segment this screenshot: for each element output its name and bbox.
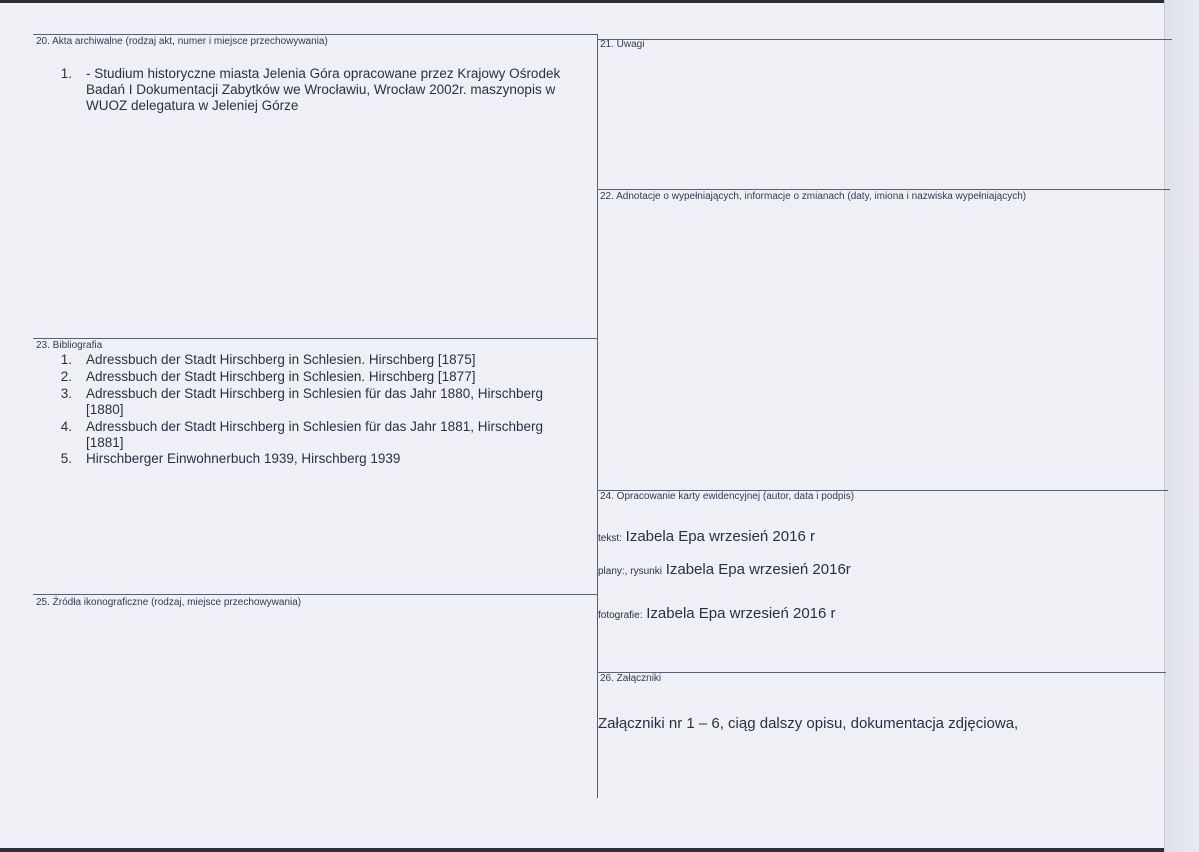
- line-21-top: [598, 39, 1172, 40]
- fotografie-value: Izabela Epa wrzesień 2016 r: [646, 605, 836, 622]
- scan-edge-top: [0, 0, 1199, 3]
- item-text: - Studium historyczne miasta Jelenia Góra opracowane przez Krajowy Ośrodek Badań I Dokumentacji Zabytków we Wrocławiu, Wrocław 2002r. maszynopis w WUOZ delegatura w Jeleniej Górze: [86, 66, 561, 113]
- item-number: 1.: [60, 352, 72, 367]
- tekst-value: Izabela Epa wrzesień 2016 r: [625, 528, 815, 545]
- item-number: 4.: [60, 419, 72, 434]
- line-25-top: [33, 594, 598, 595]
- section-21-label: 21. Uwagi: [600, 39, 645, 50]
- item-text: Adressbuch der Stadt Hirschberg in Schlesien. Hirschberg [1877]: [86, 369, 476, 384]
- bibliography-item: [50, 419, 590, 451]
- bibliography-item: [50, 451, 590, 467]
- section-24-label: 24. Opracowanie karty ewidencyjnej (autor, data i podpis): [600, 491, 855, 502]
- item-number: 1.: [60, 66, 72, 81]
- plany-prefix: plany:, rysunki: [598, 566, 662, 577]
- section-23-label: 23. Bibliografia: [36, 340, 103, 351]
- item-number: 3.: [60, 386, 72, 401]
- item-text: Hirschberger Einwohnerbuch 1939, Hirschberg 1939: [86, 451, 401, 466]
- item-number: 2.: [60, 369, 72, 384]
- line-20-top: [33, 34, 598, 35]
- plany-value: Izabela Epa wrzesień 2016r: [665, 561, 851, 578]
- bibliography-item: [50, 352, 590, 368]
- section-26-label: 26. Załączniki: [600, 673, 662, 684]
- item-text: Adressbuch der Stadt Hirschberg in Schlesien. Hirschberg [1875]: [86, 352, 476, 367]
- line-23-top: [33, 338, 598, 339]
- section-22-label: 22. Adnotacje o wypełniających, informacje o zmianach (daty, imiona i nazwiska wypełniających): [600, 191, 1027, 202]
- fotografie-line: [598, 606, 836, 624]
- scan-edge-bottom: [0, 848, 1199, 852]
- center-divider: [597, 34, 598, 798]
- bibliography-item: [50, 386, 590, 418]
- line-26-top: [598, 672, 1166, 673]
- item-text: Adressbuch der Stadt Hirschberg in Schlesien für das Jahr 1880, Hirschberg [1880]: [86, 386, 543, 417]
- section-20-label: 20. Akta archiwalne (rodzaj akt, numer i miejsce przechowywania): [36, 36, 328, 47]
- bibliography-item: [50, 369, 590, 385]
- item-number: 5.: [60, 451, 72, 466]
- tekst-prefix: tekst:: [598, 533, 622, 544]
- tekst-line: [598, 529, 815, 547]
- attachments-text: Załączniki nr 1 – 6, ciąg dalszy opisu, dokumentacja zdjęciowa,: [598, 715, 1019, 732]
- section-25-label: 25. Źródła ikonograficzne (rodzaj, miejsce przechowywania): [36, 597, 302, 608]
- scan-edge-right: [1164, 0, 1199, 852]
- item-text: Adressbuch der Stadt Hirschberg in Schlesien für das Jahr 1881, Hirschberg [1881]: [86, 419, 543, 450]
- plany-line: [598, 562, 851, 580]
- fotografie-prefix: fotografie:: [598, 610, 643, 621]
- line-22-top: [598, 189, 1170, 190]
